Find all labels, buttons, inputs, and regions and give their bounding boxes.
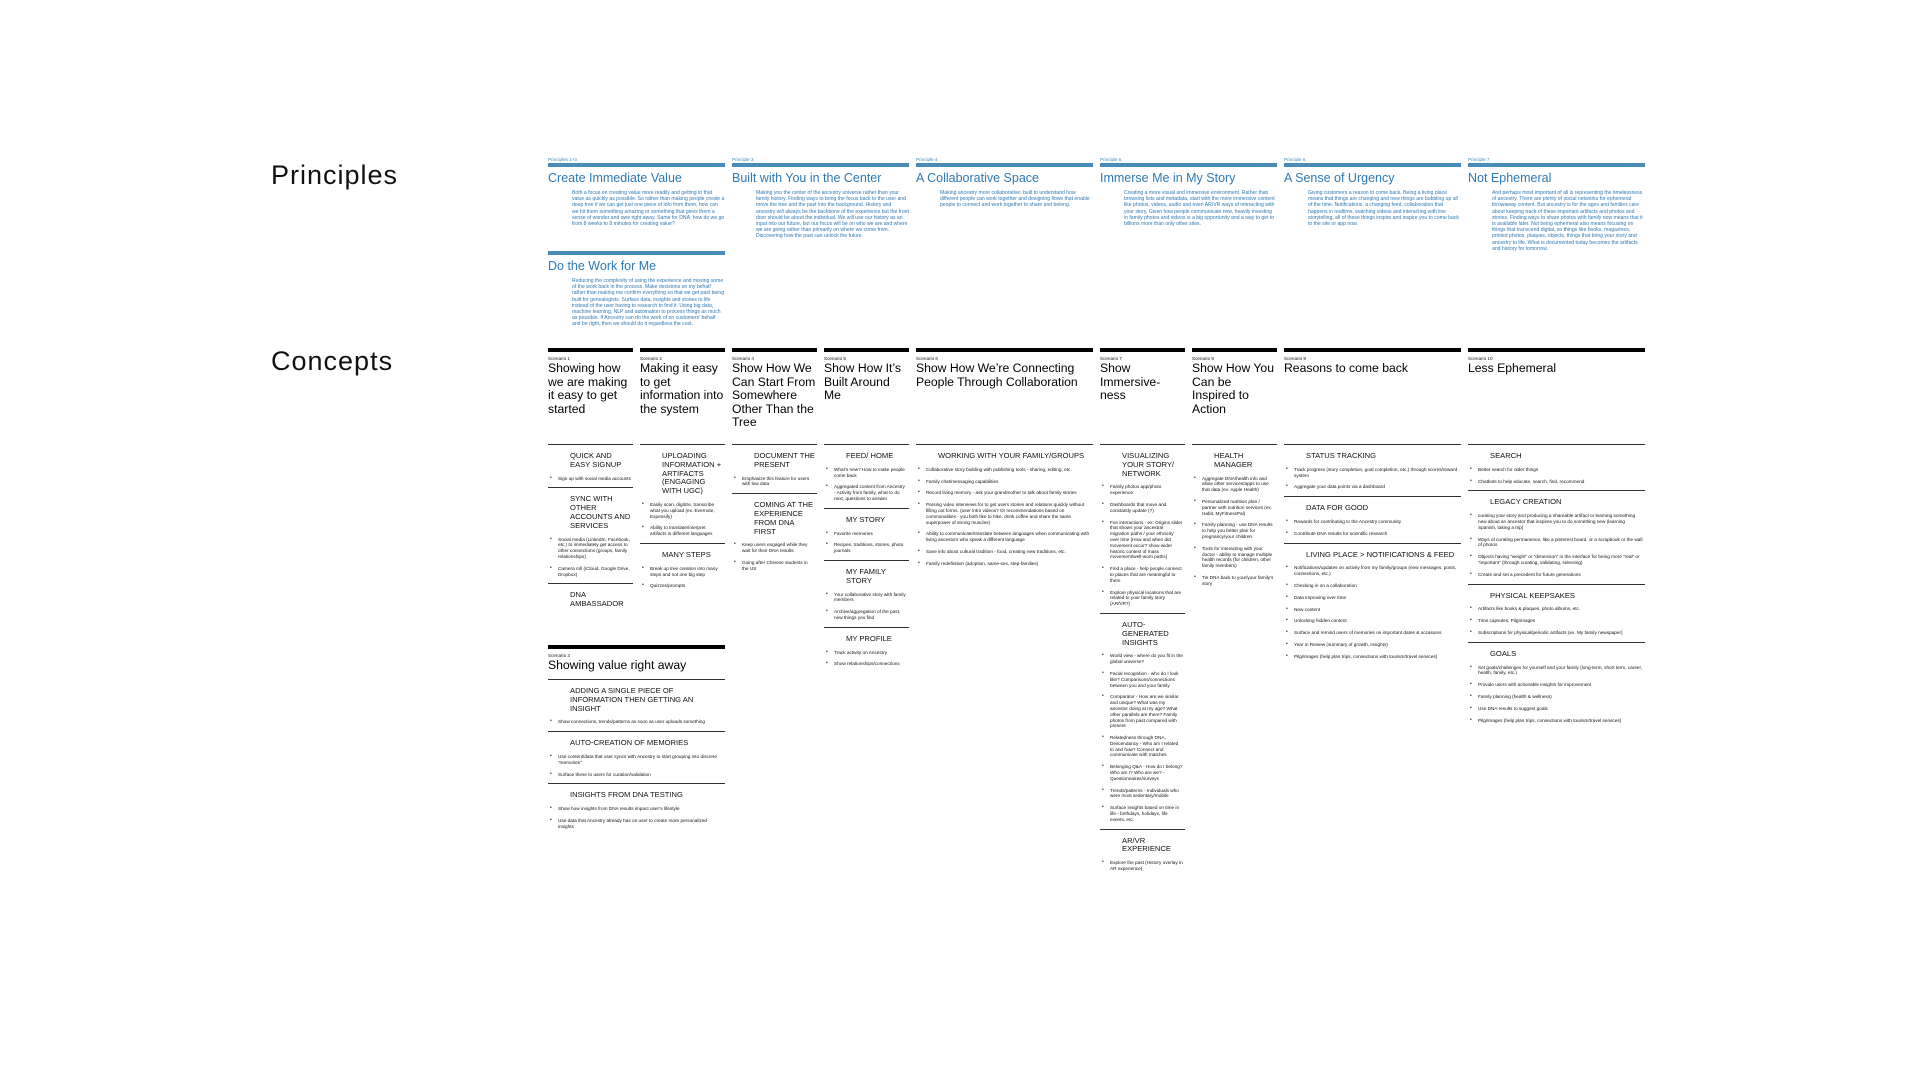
concept-item: • Use data that Ancestry already has on user to create more personalized insights [558,818,725,830]
scenario-column [640,348,725,589]
concept-item: • Your collaborative story with family members [834,592,909,604]
concept-item: • Pilgrimages (help plan trips, connections with tourism/travel services) [1478,718,1645,724]
principle-label: Principle 4 [916,157,938,162]
concept-item: • Break up tree creation into many steps and not one big step [650,566,725,578]
concept-list [732,542,817,571]
scenario-title: Show How We Can Start From Somewhere Other Than the Tree [732,361,816,430]
concept-item: • Sign up with social media accounts [558,476,633,482]
scenario-groups [548,444,633,615]
concept-group-title: MY PROFILE [846,633,892,643]
principle-title: A Collaborative Space [916,171,1039,185]
concept-item: • Track activity on Ancestry [834,650,909,656]
concept-item: • Aggregated content from Ancestry - Activity from family, what to do next, questions to answer [834,484,909,501]
scenario-title: Show How It’s Built Around Me [824,361,901,403]
concept-item: • Use content/data that user syncs with Ancestry to start grouping into discrete “memories” [558,754,725,766]
concept-group [640,444,725,537]
concept-item: • Trends/patterns - Individuals who were most sedentary/mobile [1110,788,1185,800]
principle-label: Principle 7 [1468,157,1490,162]
scenario-label: Scenario 1 [548,356,570,361]
concept-group-title: STATUS TRACKING [1306,451,1377,460]
concept-group-title: DNA AMBASSADOR [570,590,624,609]
concept-list [1100,860,1185,872]
concept-item: • Data improving over time [1294,595,1461,601]
concept-item: • Emphasize this feature for users with low data [742,476,817,488]
principle-title: Built with You in the Center [732,171,882,185]
concept-item: • Notifications/updates on activity from my family/groups (new messages, posts, connections, etc.) [1294,565,1461,577]
concept-item: • Ways of curating permanence, like a pinterest board, or a scrapbook or the wall of photos [1478,537,1645,549]
concept-item: • Pilgrimages (help plan trips, connections with tourism/travel services) [1294,654,1461,660]
concept-list [548,754,725,777]
principle-title: Immerse Me in My Story [1100,171,1236,185]
scenario-label: Scenario 10 [1468,356,1493,361]
scenario-column [548,645,725,829]
principle-card [732,157,909,240]
concept-item: • Easily scan, digitize, transcribe what you upload (ex. Evernote, Expensify) [650,502,725,519]
scenario-column [1100,348,1185,872]
principle-rule [1284,163,1461,167]
concept-item: • Parsing video interviews for to get users stories and relations quickly without filling out forms. (user intro videos? Or recommendations based on commonalities - you both like to hike, drink coffee and share the same superpower of strong muscles) [926,502,1093,525]
concept-group [548,679,725,725]
concept-group-title: LEGACY CREATION [1490,497,1562,507]
scenario-column [916,348,1093,566]
concept-group [548,583,633,609]
concept-group [548,487,633,577]
scenario-groups [732,444,817,578]
concept-item: • Better search for older things [1478,467,1645,473]
scenario-column [1284,348,1461,659]
scenario-title: Making it easy to get information into the system [640,361,724,416]
concept-item: • Quizzes/prompts [650,583,725,589]
concept-group [1100,613,1185,823]
concept-group-title: COMING AT THE EXPERIENCE FROM DNA FIRST [754,500,814,536]
concept-item: • Surface insights based on time in life - birthdays, holidays, life events, etc. [1110,805,1185,822]
concept-list [824,467,909,502]
concept-item: • Checking in on a collaboration [1294,583,1461,589]
concept-list [1468,467,1645,485]
scenario-title: Show Immersive-ness [1100,361,1161,403]
concept-item: • Objects having “weight” or “dimension” in the interface for being more “real” or “important” (through curating, validating, selecting) [1478,554,1645,566]
principle-label: Principle 6 [1284,157,1306,162]
concept-item: • Explore physical locations that are related to your family story (AR/VR?) [1110,590,1185,607]
concept-item: • Tie DNA back to your/your family’s story [1202,575,1277,587]
concept-item: • Fun interactions - ex: Origins slider that shows your ancestral migration paths / your ethnicity over time (How and when did movement occur? show wider historic context of mass movement/well-worn paths) [1110,520,1185,561]
concept-item: • Artifacts like books & plaques, photo albums, etc. [1478,606,1645,612]
principle-rule [548,251,725,255]
concept-list [548,537,633,578]
principle-description: Making you the center of the ancestry universe rather than your family history. Finding ways to bring the focus back to the user and move the tree and the past into the background. History and ancestry will always be the backbone of the experience but the front door should be about the individual. We will use our history as an input into our future, but our focus will be on who we are and where we are going rather than primarily on where we come from. Discovering how the past can unlock the future. [756,190,909,240]
concept-item: • Ability to translate/interpret artifacts in different languages [650,525,725,537]
concept-item: • New content [1294,607,1461,613]
concept-item: • Year in Review (summary of growth, insights) [1294,642,1461,648]
scenario-rule [640,348,725,352]
concept-group [1100,829,1185,872]
principle-description: Both a focus on creating value more readily and getting to that value as quickly as possible. So rather than making people create a deep tree if we can get just one piece of info from them, how can we hit them something amazing or something that gives them a sense of wonder and awe right away. Same for DNA: how do we go from 8 weeks to 8 minutes for creating value? [572,190,725,228]
concept-group [1284,496,1461,536]
concept-group [1468,642,1645,724]
concept-group-title: UPLOADING INFORMATION + ARTIFACTS (ENGAGING WITH UGC) [662,451,722,496]
concept-group [824,560,909,621]
principle-label: Principle 3 [732,157,754,162]
concept-group-title: MY FAMILY STORY [846,566,886,585]
principles-heading: Principles [271,160,399,190]
scenario-groups [824,444,909,673]
scenario-rule [548,645,725,649]
concept-item: • Collaborative story building with publishing tools - sharing, editing, etc. [926,467,1093,473]
concept-group-title: SEARCH [1490,451,1522,460]
concept-item: • Surface these to users for curation/validation [558,772,725,778]
scenario-rule [916,348,1093,352]
concept-item: • Contribute DNA results for scientific research [1294,531,1461,537]
scenario-rule [548,348,633,352]
principle-description: Creating a more visual and immersive environment. Rather than browsing lists and metadata, start with the more immersive content like photos, videos, audio and even AR/VR ways of interacting with your story. Given how people communicate now, heavily investing in family photos and videos is a big opportunity and a way to get to billions more than only other sites. [1124,190,1275,228]
principle-rule [916,163,1093,167]
concept-list [1468,665,1645,724]
concept-item: • Time capsules, Pilgrimages [1478,618,1645,624]
scenario-rule [1192,348,1277,352]
concept-group [824,508,909,554]
concept-group-title: AUTO-GENERATED INSIGHTS [1122,619,1169,647]
concept-group-title: PHYSICAL KEEPSAKES [1490,590,1575,600]
concept-list [732,476,817,488]
concept-group-title: LIVING PLACE > NOTIFICATIONS & FEED [1306,549,1455,559]
principle-rule [1468,163,1645,167]
concept-item: • Facial recognition - who do I look like? Comparisons/connections between you and your family [1110,671,1185,688]
concept-group [824,444,909,502]
scenario-title: Show How We’re Connecting People Through Collaboration [916,361,1078,389]
concept-group-title: FEED/ HOME [846,451,894,460]
concept-list [640,502,725,537]
concept-list [1100,484,1185,607]
concept-item: • Aggregate DNA/health info and allow other services/apps to use that data (ex. Apple Health) [1202,476,1277,493]
concept-group-title: VISUALIZING YOUR STORY/ NETWORK [1122,451,1175,478]
concept-item: • Provide users with actionable insights for improvement [1478,682,1645,688]
scenario-rule [1100,348,1185,352]
concept-item: • Recipes, traditions, stories, photo journals [834,542,909,554]
concept-list [548,719,725,725]
concept-list [1284,519,1461,537]
concept-item: • Show connections, trends/patterns as soon as user uploads something [558,719,725,725]
principle-card [548,250,725,328]
scenario-label: Scenario 4 [732,356,754,361]
concept-list [548,806,725,829]
concept-item: • Family photos app/photo experience [1110,484,1185,496]
concept-list [1468,606,1645,635]
concept-item: • Aggregate your data points via a dashboard [1294,484,1461,490]
scenario-rule [824,348,909,352]
concept-group-title: AUTO-CREATION OF MEMORIES [570,738,689,748]
concept-item: • Personalized nutrition plan / partner with nutrition services (ex. Habit, MyFitnessPal) [1202,499,1277,516]
concept-item: • Archive/aggregation of the past, new things you find [834,609,909,621]
concept-group-title: ADDING A SINGLE PIECE OF INFORMATION THEN GETTING AN INSIGHT [570,686,694,713]
principle-label: Principle 5 [1100,157,1122,162]
concept-item: • Relatedness through DNA, Descendancy - Who am I related to and how? Connect and communicate with matches [1110,735,1185,758]
scenario-groups [1100,444,1185,878]
concept-list [1192,476,1277,587]
concept-group-title: MANY STEPS [662,549,711,559]
concept-item: • Find a place - help people connect to places that are meaningful to them [1110,566,1185,583]
concept-item: • Social media (LinkedIn, Facebook, etc.) to immediately get access to other connections (groups, family relationships) [558,537,633,560]
concept-group [640,543,725,589]
concept-item: • Track progress (story completion, goal completion, etc.) through scores/reward system [1294,467,1461,479]
scenario-title: Less Ephemeral [1468,361,1557,375]
concept-group [732,444,817,487]
concept-item: • Use DNA results to suggest goals [1478,706,1645,712]
principle-description: Giving customers a reason to come back. Being a living place means that things are changing and new things are bubbling up all of the time. Notifications, a changing feed, collaboration that happens in realtime, watching videos and interacting with live storytelling, all of these things inspire and inspire you to come back to the site or app now. [1308,190,1459,228]
concept-group [1284,444,1461,490]
principle-rule [732,163,909,167]
scenario-title: Showing value right away [548,658,687,672]
concept-item: • Family planning (health & wellness) [1478,694,1645,700]
concepts-heading: Concepts [271,346,394,376]
concept-list [824,650,909,668]
scenario-column [824,348,909,667]
concept-item: • Chatbots to help educate, search, find, recommend [1478,479,1645,485]
concept-group-title: SYNC WITH OTHER ACCOUNTS AND SERVICES [570,494,631,530]
concept-item: • Comparator - How are we similar and unique? What was my ancestor doing at my age? What other parallels are there? Family photos from past compared with present [1110,694,1185,729]
concept-group [1468,584,1645,636]
scenario-title: Show How You Can be Inspired to Action [1192,361,1274,416]
principle-title: A Sense of Urgency [1284,171,1395,185]
concept-item: • Show how insights from DNA results impact user’s lifestyle [558,806,725,812]
concept-group [1100,444,1185,607]
scenario-label: Scenario 5 [824,356,846,361]
concept-group [548,783,725,829]
concept-item: • Dashboards that move and constantly update (?) [1110,502,1185,514]
concept-group [824,627,909,667]
scenario-label: Scenario 7 [1100,356,1122,361]
principle-rule [548,163,725,167]
principle-description: And perhaps most important of all is representing the timelessness of ancestry. There are plenty of social networks for ephemeral throwaway content. But ancestry is for the ages and families care about keeping track of these important artifacts and photos and stories. Finding ways to share photos with family now means that it is available later. Not being ephemeral also means focusing on things that transcend digital, so things like books, magazines, printed photos, plaques, objects, things that bring your story and ancestry to life. What is documented today becomes the artifacts and history for tomorrow. [1492,190,1643,252]
concept-group [732,493,817,571]
concept-group-title: WORKING WITH YOUR FAMILY/GROUPS [938,451,1085,460]
scenario-label: Scenario 6 [916,356,938,361]
concept-item: • World view - where do you fit in the global universe? [1110,653,1185,665]
scenario-label: Scenario 3 [548,653,570,658]
concept-item: • Tools for interacting with your doctor - ability to manage multiple health records (for children, other family members) [1202,546,1277,569]
concept-item: • curating your story and producing a shareable artifact or learning something new about an ancestor that inspires you to do something new (learning Spanish, taking a trip) [1478,513,1645,530]
concept-group [1284,543,1461,660]
concept-list [1284,565,1461,659]
principle-card [916,157,1093,209]
concept-group [1468,490,1645,577]
concept-group [1192,444,1277,587]
concept-item: • Subscriptions for physical/periodic artifacts (ex. My family newspaper) [1478,630,1645,636]
concept-group-title: MY STORY [846,514,886,524]
concept-list [1468,513,1645,577]
principle-label: Principles 1+3 [548,157,577,162]
concept-group [548,731,725,777]
concept-group-title: INSIGHTS FROM DNA TESTING [570,790,683,800]
principle-description: Making ancestry more collaborative; built to understand how different people can work together and designing flows that enable people to connect and work together to share and belong. [940,190,1090,209]
concept-item: • Belonging Q&A - How do I belong? Who am I? Who are we? - Questionnaires/surveys [1110,764,1185,781]
scenario-groups [548,679,725,836]
concept-group-title: AR/VR EXPERIENCE [1122,835,1171,854]
concept-list [1284,467,1461,490]
scenario-column [1192,348,1277,586]
scenario-label: Scenario 2 [640,356,662,361]
concept-list [640,566,725,589]
principle-card [548,157,725,227]
concept-item: • Save info about cultural tradition - food, creating new traditions, etc. [926,549,1093,555]
scenario-groups [916,444,1093,573]
concept-item: • Ability to communicate/translate between languages when communicating with living ancestors who speak a different language [926,531,1093,543]
scenario-title: Showing how we are making it easy to get started [548,361,628,416]
scenario-column [732,348,817,571]
concept-group [916,444,1093,567]
concept-list [824,592,909,621]
scenario-rule [1468,348,1645,352]
scenario-label: Scenario 9 [1284,356,1306,361]
scenario-title: Reasons to come back [1284,361,1408,375]
concept-group-title: DOCUMENT THE PRESENT [754,451,815,469]
principle-title: Create Immediate Value [548,171,682,185]
concept-list [1100,653,1185,822]
concept-item: • Unlocking hidden content [1294,618,1461,624]
principle-description: Reducing the complexity of using the experience and moving some of the work back in the process. Make decisions on my behalf rather than making me confirm everything so that we get past being built for genealogists. Surface data, insights and stories to life instead of the user having to research to find it. Using big data, machine learning, NLP and automation to process things as much as possible. If Ancestry can do the work of on customers' behalf and be right, then we should do it regardless the cost. [572,278,725,328]
scenario-rule [1284,348,1461,352]
concept-list [548,476,633,482]
scenario-rule [732,348,817,352]
scenario-groups [1468,444,1645,729]
concept-item: • Family planning - use DNA results to help you better plan for pregnancy/your children [1202,522,1277,539]
principle-card [1284,157,1461,227]
concept-item: • What’s new? How to make people come back [834,467,909,479]
concept-item: • Family redefinition (adoption, same-sex, step-families) [926,561,1093,567]
principle-title: Not Ephemeral [1468,171,1552,185]
scenario-column [1468,348,1645,723]
principle-title: Do the Work for Me [548,259,657,273]
concept-item: • Favorite memories [834,531,909,537]
concept-item: • Family chat/messaging capabilities [926,479,1093,485]
concept-list [824,531,909,554]
concept-group-title: DATA FOR GOOD [1306,503,1369,513]
concept-group [548,444,633,481]
concept-item: • Explore the past (History overlay in AR experience) [1110,860,1185,872]
concept-item: • Create and set a precedent for future generations [1478,572,1645,578]
principle-card [1468,157,1645,252]
concept-list [916,467,1093,567]
concept-item: • Camera roll (iCloud, Google Drive, Dropbox) [558,566,633,578]
concept-item: • Surface and remind users of memories on important dates & occasions [1294,630,1461,636]
scenario-column [548,348,633,609]
principle-rule [1100,163,1277,167]
concept-group-title: HEALTH MANAGER [1214,451,1253,469]
concept-item: • Going after Chinese students in the US [742,560,817,572]
concept-item: • Rewards for contributing to the Ancestry community [1294,519,1461,525]
concept-item: • Record living memory - ask your grandmother to talk about family stories [926,490,1093,496]
concept-item: • Keep users engaged while they wait for their DNA results [742,542,817,554]
principle-card [1100,157,1277,227]
scenario-groups [1192,444,1277,593]
concept-group [1468,444,1645,484]
concept-item: • Set goals/challenges for yourself and your family (long-term, short term, career, health, family, etc.) [1478,665,1645,677]
scenario-groups [1284,444,1461,666]
concept-group-title: QUICK AND EASY SIGNUP [570,451,622,469]
concept-group-title: GOALS [1490,648,1517,658]
scenario-groups [640,444,725,595]
concept-item: • Show relationships/connections [834,661,909,667]
scenario-label: Scenario 8 [1192,356,1214,361]
